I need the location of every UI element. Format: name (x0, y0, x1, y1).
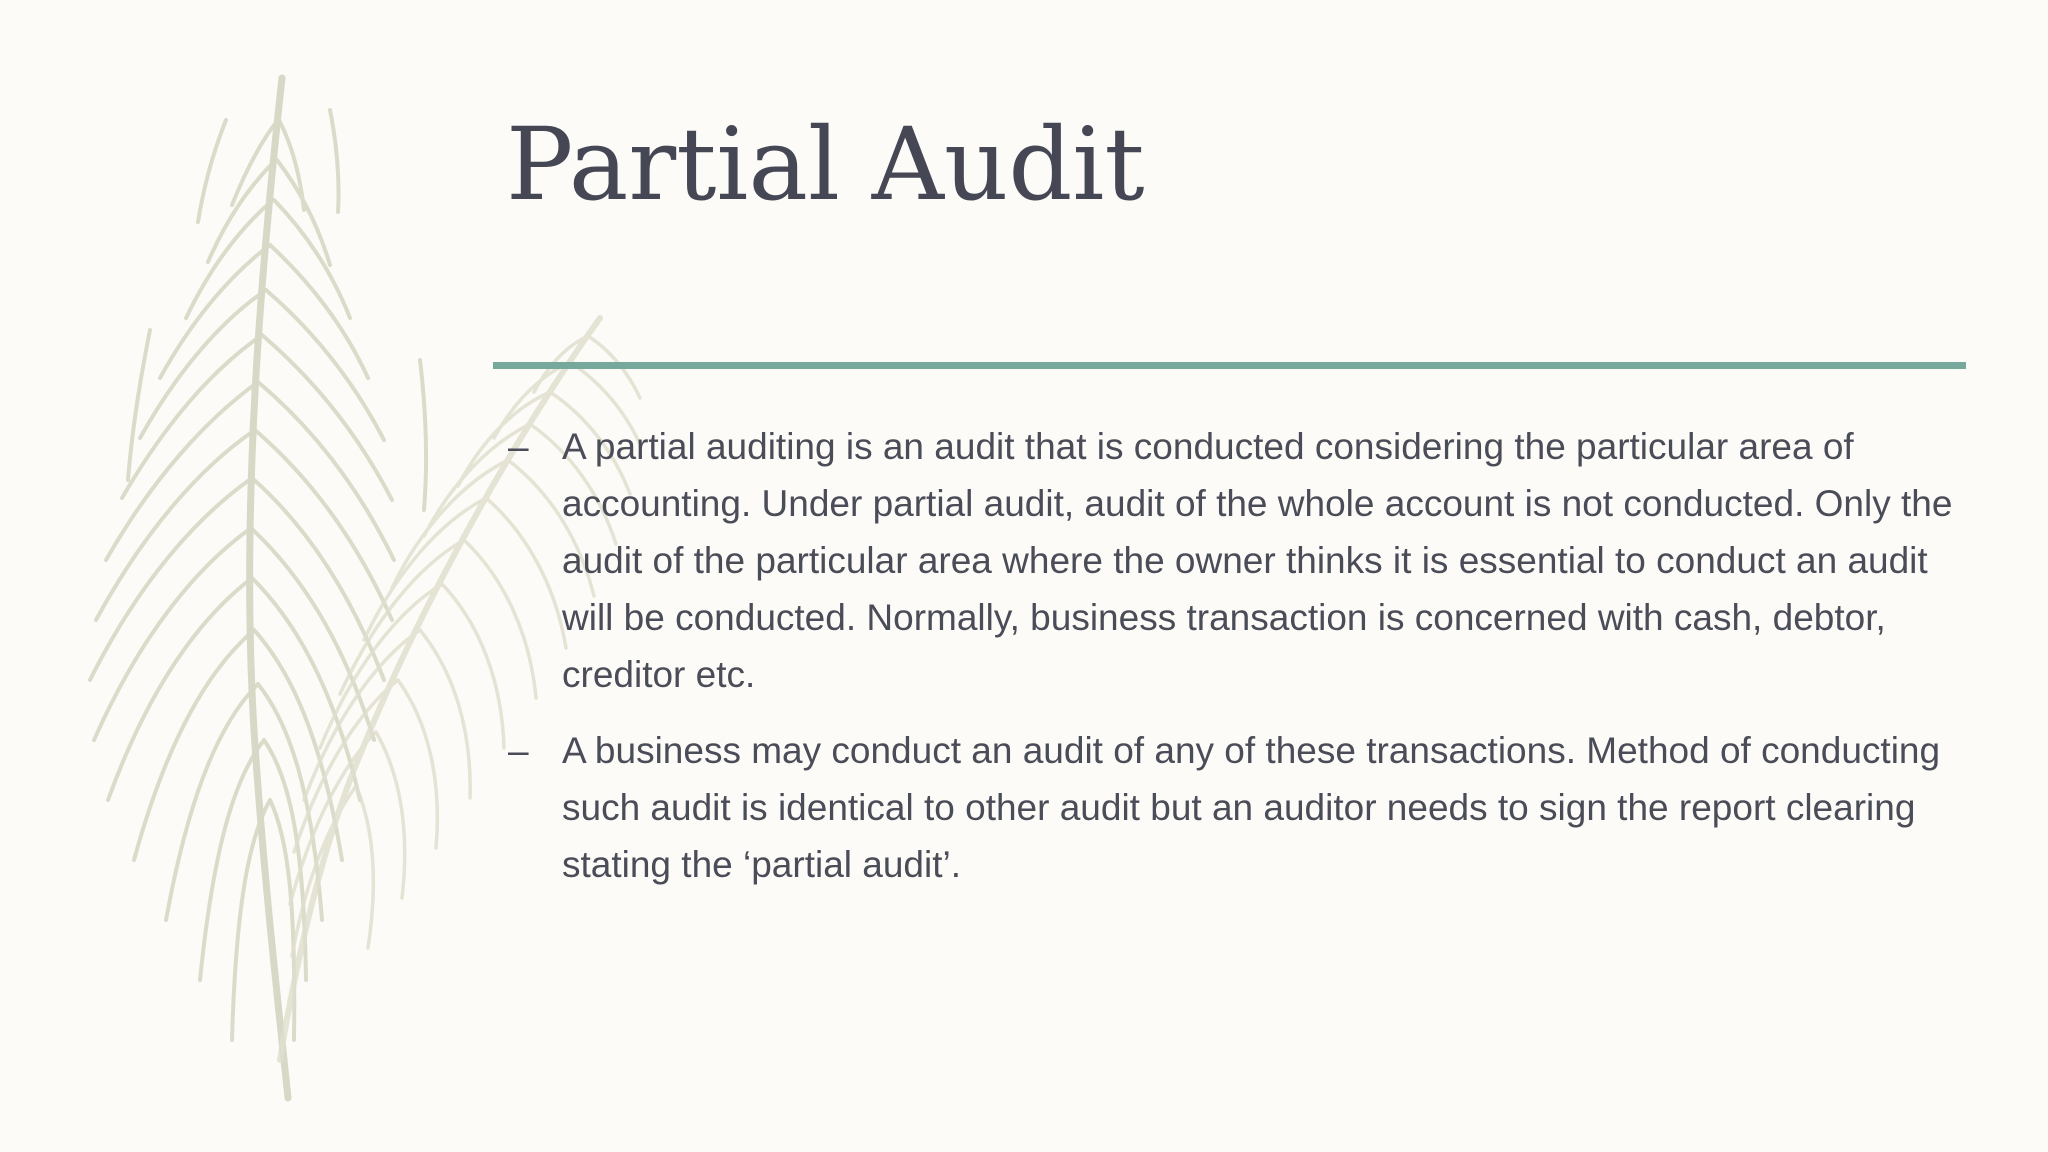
left-feather (90, 78, 426, 1098)
bullet-item (506, 418, 1976, 703)
bullet-marker: – (508, 426, 529, 467)
bullet-item (506, 722, 1976, 893)
bullet-text: A partial auditing is an audit that is conducted considering the particular area of accounting. Under partial audit, audit of the whole account is not conducted. Only the audit of the particular area where the owner thinks it is essential to conduct an audit will be conducted. Normally, business transaction is concerned with cash, debtor, creditor etc. (562, 426, 1953, 695)
title-divider (493, 362, 1966, 369)
bullet-list (506, 418, 1976, 912)
bullet-marker: – (508, 730, 529, 771)
bullet-text: A business may conduct an audit of any of these transactions. Method of conducting such audit is identical to other audit but an auditor needs to sign the report clearing stating the ‘partial audit’. (562, 730, 1941, 885)
slide-title: Partial Audit (506, 106, 1145, 223)
